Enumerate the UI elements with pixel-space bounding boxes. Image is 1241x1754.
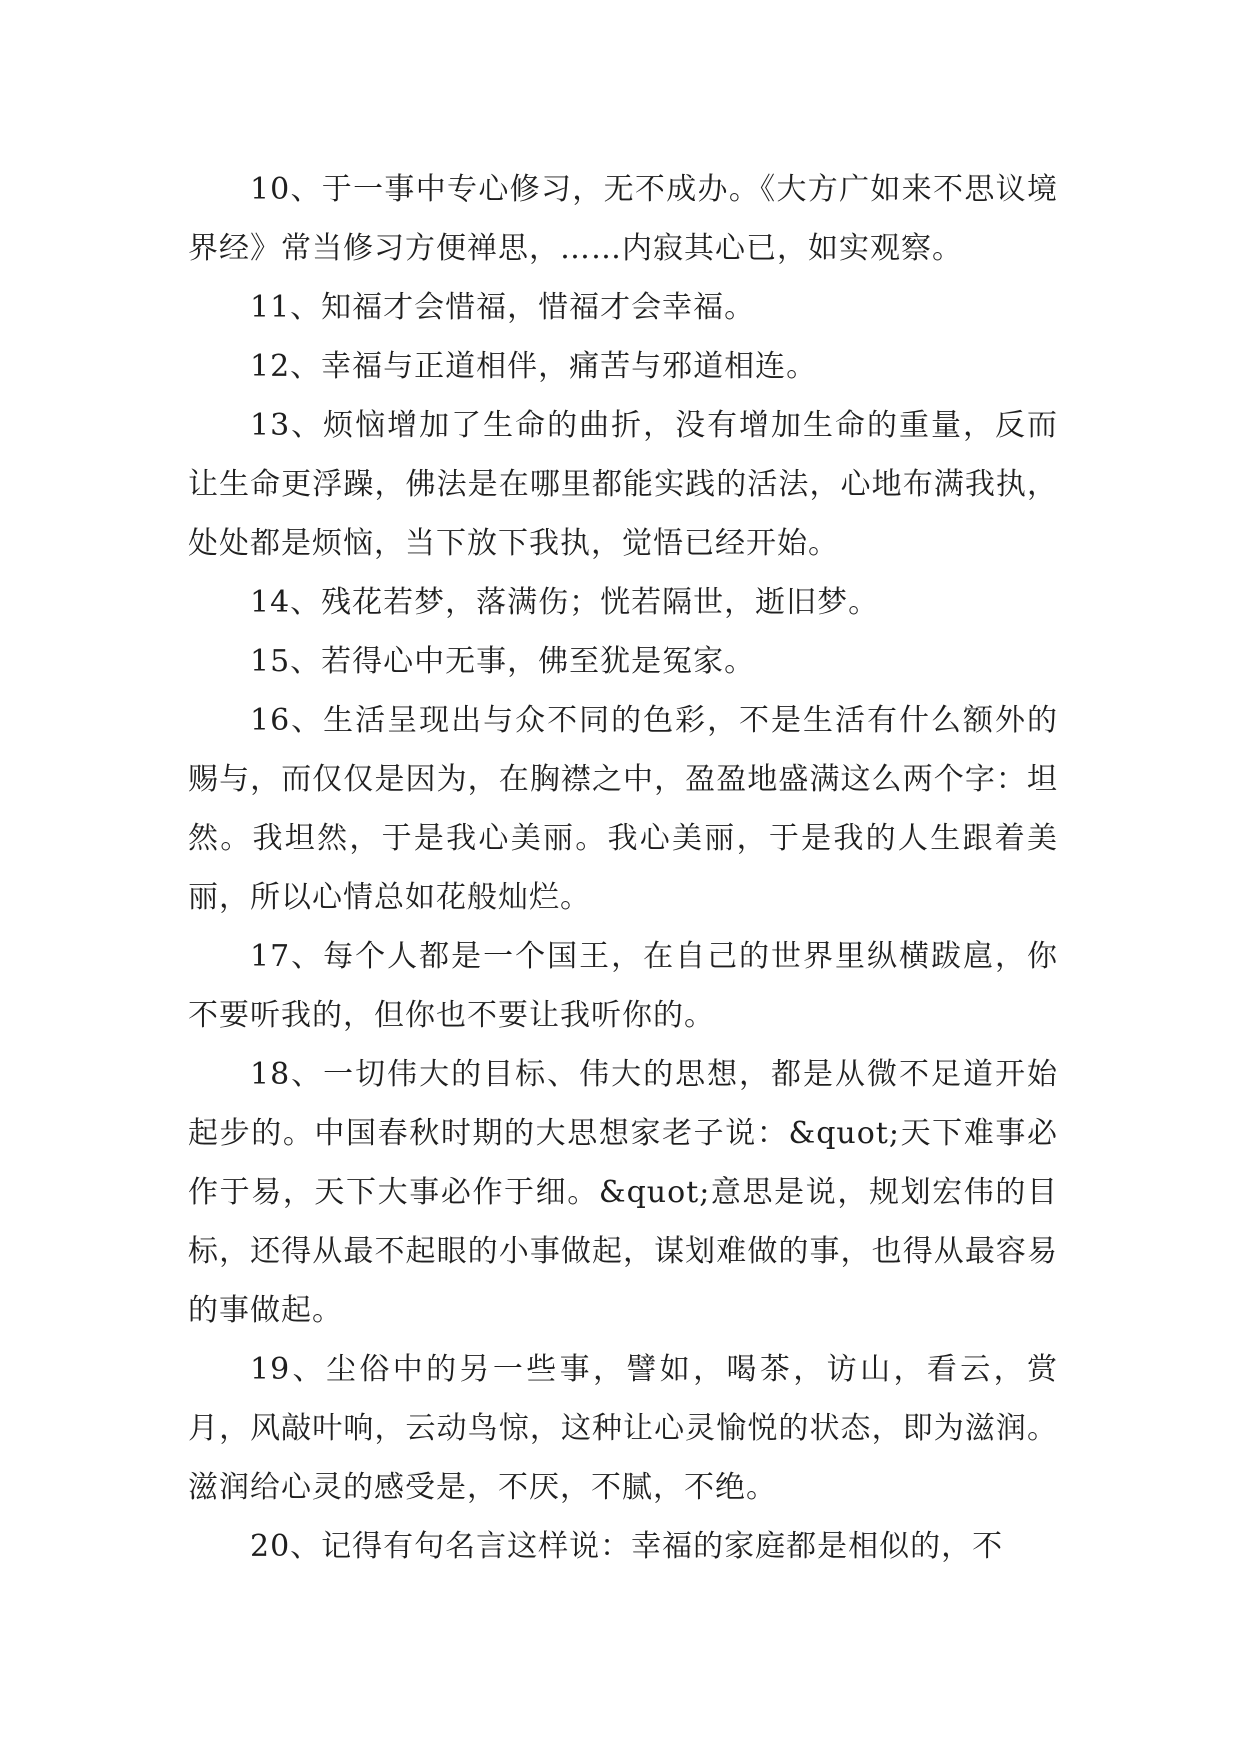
paragraph-20: 20、记得有句名言这样说：幸福的家庭都是相似的，不 [250, 1529, 1004, 1564]
paragraph-14: 14、残花若梦，落满伤；恍若隔世，逝旧梦。 [250, 585, 880, 620]
paragraph-13: 13、烦恼增加了生命的曲折，没有增加生命的重量，反而让生命更浮躁，佛法是在哪里都能实践的活法，心地布满我执，处处都是烦恼，当下放下我执，觉悟已经开始。 [188, 408, 1058, 561]
paragraph-11: 11、知福才会惜福，惜福才会幸福。 [250, 290, 756, 325]
paragraph-19: 19、尘俗中的另一些事，譬如，喝茶，访山，看云，赏月，风敲叶响，云动鸟惊，这种让心灵愉悦的状态，即为滋润。滋润给心灵的感受是，不厌，不腻，不绝。 [188, 1352, 1058, 1505]
paragraph-10: 10、于一事中专心修习，无不成办。《大方广如来不思议境界经》常当修习方便禅思，……内寂其心已，如实观察。 [188, 172, 1058, 266]
paragraph-17: 17、每个人都是一个国王，在自己的世界里纵横跋扈，你不要听我的，但你也不要让我听你的。 [188, 939, 1058, 1033]
paragraph-15: 15、若得心中无事，佛至犹是冤家。 [250, 644, 756, 679]
paragraph-16: 16、生活呈现出与众不同的色彩，不是生活有什么额外的赐与，而仅仅是因为，在胸襟之中，盈盈地盛满这么两个字：坦然。我坦然，于是我心美丽。我心美丽，于是我的人生跟着美丽，所以心情总如花般灿烂。 [188, 703, 1058, 915]
document-body [188, 160, 1058, 1576]
paragraph-18: 18、一切伟大的目标、伟大的思想，都是从微不足道开始起步的。中国春秋时期的大思想家老子说：&quot;天下难事必作于易，天下大事必作于细。&quot;意思是说，规划宏伟的目标，还得从最不起眼的小事做起，谋划难做的事，也得从最容易的事做起。 [188, 1057, 1058, 1328]
paragraph-12: 12、幸福与正道相伴，痛苦与邪道相连。 [250, 349, 818, 384]
